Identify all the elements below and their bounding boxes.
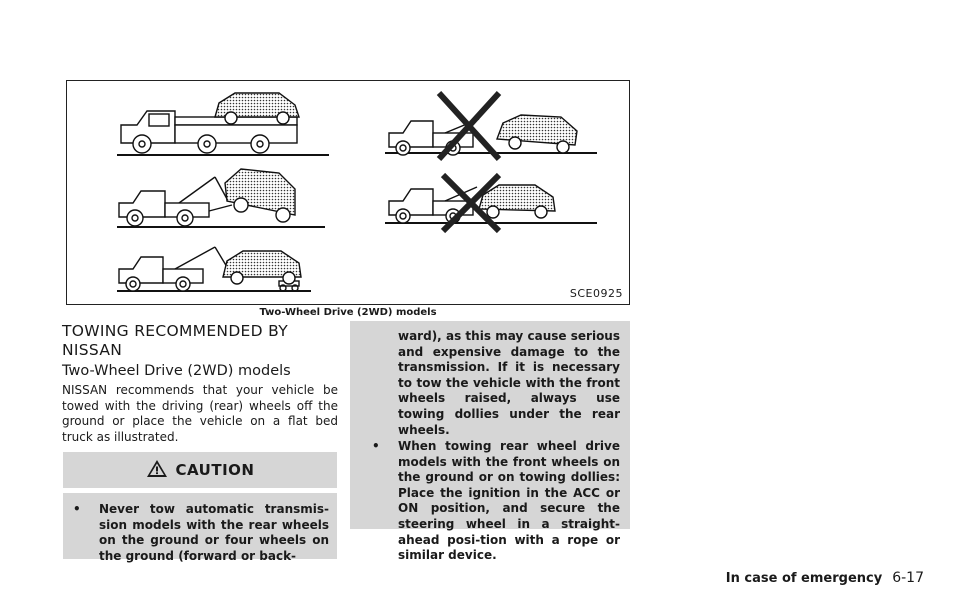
flatbed-truck-scene bbox=[117, 93, 329, 155]
bullet-marker: • bbox=[372, 439, 380, 453]
caution-item-1-start: Never tow automatic transmis-sion models with the rear wheels on the ground or four wheels on the ground (forward or back- bbox=[99, 502, 329, 563]
caution-box bbox=[63, 452, 337, 563]
bullet-marker: • bbox=[73, 502, 81, 516]
caution-box-continued bbox=[350, 321, 630, 563]
section-heading: TOWING RECOMMENDED BY NISSAN bbox=[62, 322, 288, 359]
body-paragraph: NISSAN recommends that your vehicle be towed with the driving (rear) wheels off the ground or place the vehicle on a flat bed truck as illustrated. bbox=[62, 383, 338, 444]
warning-triangle-icon bbox=[146, 459, 168, 482]
footer-section-title: In case of emergency bbox=[725, 571, 883, 586]
towing-methods-drawing bbox=[67, 81, 629, 304]
caution-item-1-end: ward), as this may cause serious and expensive damage to the transmission. If it is necessary to tow the vehicle with the front wheels raised, always use towing dollies under the rear wheels. bbox=[398, 329, 620, 437]
page-footer bbox=[726, 570, 924, 586]
wheel-lift-tow-scene bbox=[117, 169, 325, 227]
section-subheading: Two-Wheel Drive (2WD) models bbox=[62, 363, 291, 379]
caution-header bbox=[63, 452, 337, 488]
figure-caption: Two-Wheel Drive (2WD) models bbox=[259, 307, 437, 318]
caution-item-2: When towing rear wheel drive models with the front wheels on the ground or on towing dollies: Place the ignition in the ACC or ON position, and secure the steering wheel in a straight-ahead posi-tion with a rope or similar device. bbox=[398, 439, 620, 563]
figure-code: SCE0925 bbox=[569, 287, 623, 300]
incorrect-tow-scene-1 bbox=[385, 93, 597, 159]
towing-illustration bbox=[66, 80, 630, 305]
page-number: 6-17 bbox=[892, 570, 924, 586]
caution-divider bbox=[63, 488, 337, 493]
incorrect-tow-scene-2 bbox=[385, 175, 597, 231]
tow-dolly-scene bbox=[117, 247, 311, 291]
caution-title: CAUTION bbox=[175, 461, 255, 479]
